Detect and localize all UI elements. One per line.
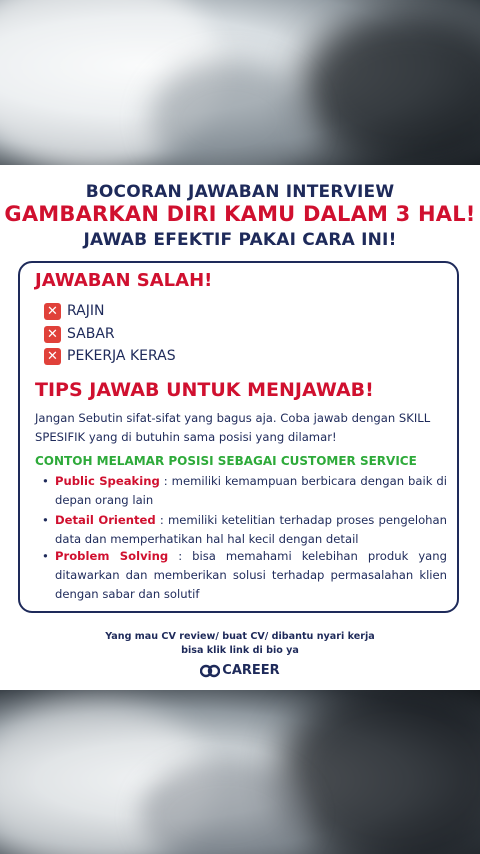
background-photo-top — [0, 0, 480, 165]
background-photo-bottom — [0, 690, 480, 854]
wrong-answer-title: JAWABAN SALAH! — [35, 270, 213, 291]
gocareer-logo-icon — [200, 664, 220, 678]
header-line-1: BOCORAN JAWABAN INTERVIEW — [85, 182, 395, 202]
bullet-text: : bisa memahami kelebihan produk yang ditawarkan dan memberikan solusi terhadap permasalahan klien dengan sabar dan solutif — [55, 549, 447, 601]
bullet-keyword: Public Speaking — [55, 474, 160, 488]
wrong-item-label: PEKERJA KERAS — [67, 348, 176, 364]
example-bullet — [42, 472, 447, 510]
wrong-item — [44, 302, 104, 320]
header-line-2: GAMBARKAN DIRI KAMU DALAM 3 HAL! — [4, 202, 476, 226]
bullet-text: : memiliki kemampuan berbicara dengan baik di depan orang lain — [55, 474, 447, 507]
bullet-dot-icon: • — [42, 549, 49, 563]
bullet-keyword: Problem Solving — [55, 549, 169, 563]
tips-body: Jangan Sebutin sifat-sifat yang bagus aja. Coba jawab dengan SKILL SPESIFIK yang di butuhin sama posisi yang dilamar! — [35, 411, 431, 444]
x-mark-icon: ✕ — [44, 348, 61, 365]
brand-logo[interactable] — [0, 663, 480, 678]
wrong-item-label: RAJIN — [67, 303, 105, 319]
bullet-text: : memiliki ketelitian terhadap proses pengelohan data dan memperhatikan hal hal kecil dengan detail — [55, 513, 447, 546]
wrong-item — [44, 347, 176, 365]
bullet-dot-icon: • — [42, 474, 49, 488]
brand-name: CAREER — [222, 663, 280, 678]
tips-title: TIPS JAWAB UNTUK MENJAWAB! — [35, 379, 374, 401]
example-bullet — [42, 511, 447, 549]
example-title: CONTOH MELAMAR POSISI SEBAGAI CUSTOMER SERVICE — [35, 454, 417, 468]
wrong-item-label: SABAR — [67, 326, 115, 342]
x-mark-icon: ✕ — [44, 303, 61, 320]
footer-line-1: Yang mau CV review/ buat CV/ dibantu nyari kerja — [105, 631, 375, 642]
footer-line-2: bisa klik link di bio ya — [181, 645, 299, 656]
bullet-keyword: Detail Oriented — [55, 513, 156, 527]
x-mark-icon: ✕ — [44, 326, 61, 343]
bullet-dot-icon: • — [42, 513, 49, 527]
header-line-3: JAWAB EFEKTIF PAKAI CARA INI! — [83, 230, 397, 250]
wrong-item — [44, 325, 115, 343]
example-bullet — [42, 547, 447, 604]
